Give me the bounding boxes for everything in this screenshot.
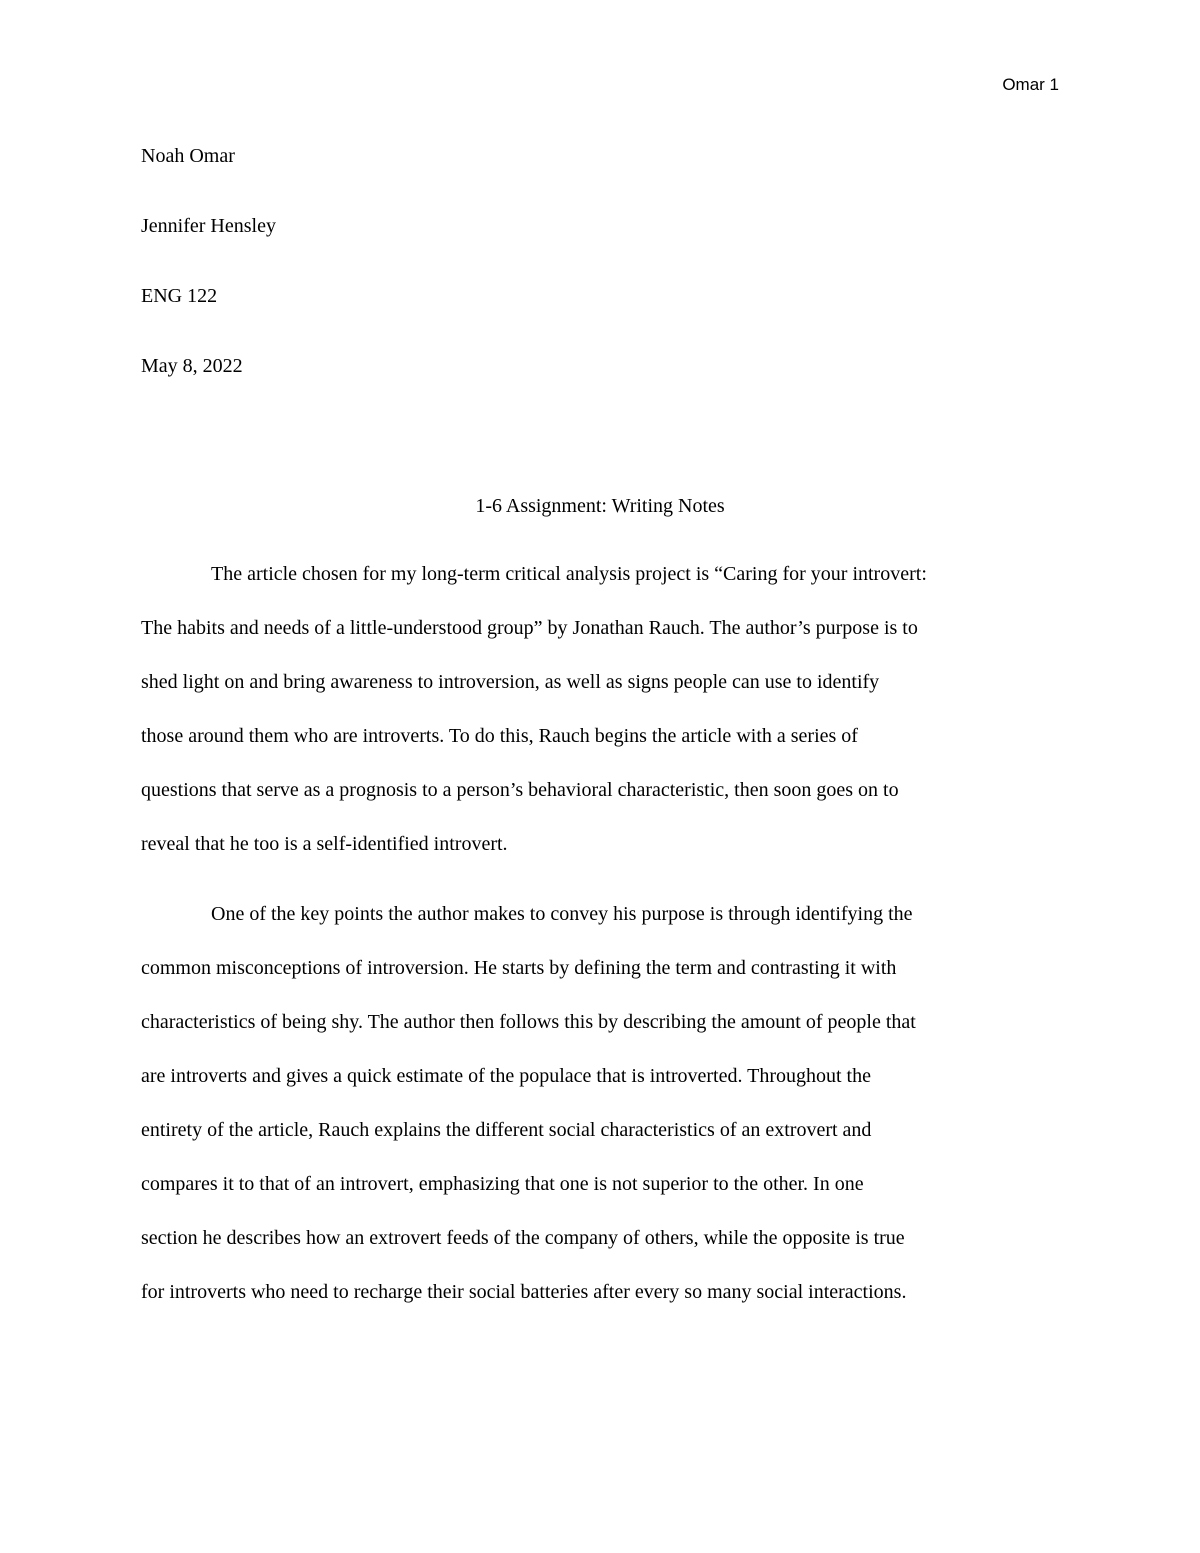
running-head: Omar 1 <box>1002 75 1059 94</box>
paragraph-line: The habits and needs of a little-understood group” by Jonathan Rauch. The author’s purpose is to <box>141 617 918 639</box>
course-name: ENG 122 <box>141 285 218 307</box>
paragraph-line: compares it to that of an introvert, emphasizing that one is not superior to the other. In one <box>141 1173 864 1195</box>
paragraph-line: entirety of the article, Rauch explains the different social characteristics of an extrovert and <box>141 1119 872 1141</box>
paragraph-line: characteristics of being shy. The author then follows this by describing the amount of people that <box>141 1011 916 1033</box>
paragraph <box>141 900 1059 1332</box>
paragraph-line: One of the key points the author makes to convey his purpose is through identifying the <box>211 903 913 925</box>
paragraph-line: shed light on and bring awareness to introversion, as well as signs people can use to identify <box>141 671 880 693</box>
paragraph-line: questions that serve as a prognosis to a person’s behavioral characteristic, then soon goes on to <box>141 779 899 801</box>
paragraph-line: for introverts who need to recharge their social batteries after every so many social interactions. <box>141 1281 907 1303</box>
paragraph-spacer <box>141 884 1059 900</box>
date-line: May 8, 2022 <box>141 355 243 377</box>
paragraph-line: section he describes how an extrovert feeds of the company of others, while the opposite is true <box>141 1227 905 1249</box>
student-name: Noah Omar <box>141 145 235 167</box>
paragraph-line: common misconceptions of introversion. He starts by defining the term and contrasting it with <box>141 957 897 979</box>
instructor-name: Jennifer Hensley <box>141 215 276 237</box>
paragraph-line: those around them who are introverts. To do this, Rauch begins the article with a series of <box>141 725 858 747</box>
document-title: 1-6 Assignment: Writing Notes <box>475 495 725 517</box>
paragraph-line: reveal that he too is a self-identified introvert. <box>141 833 508 855</box>
paragraph-line: The article chosen for my long-term critical analysis project is “Caring for your introvert: <box>211 563 927 585</box>
paragraph-line: are introverts and gives a quick estimate of the populace that is introverted. Throughout the <box>141 1065 871 1087</box>
document-body <box>141 560 1059 1332</box>
mla-heading <box>141 142 1059 422</box>
paragraph <box>141 560 1059 884</box>
